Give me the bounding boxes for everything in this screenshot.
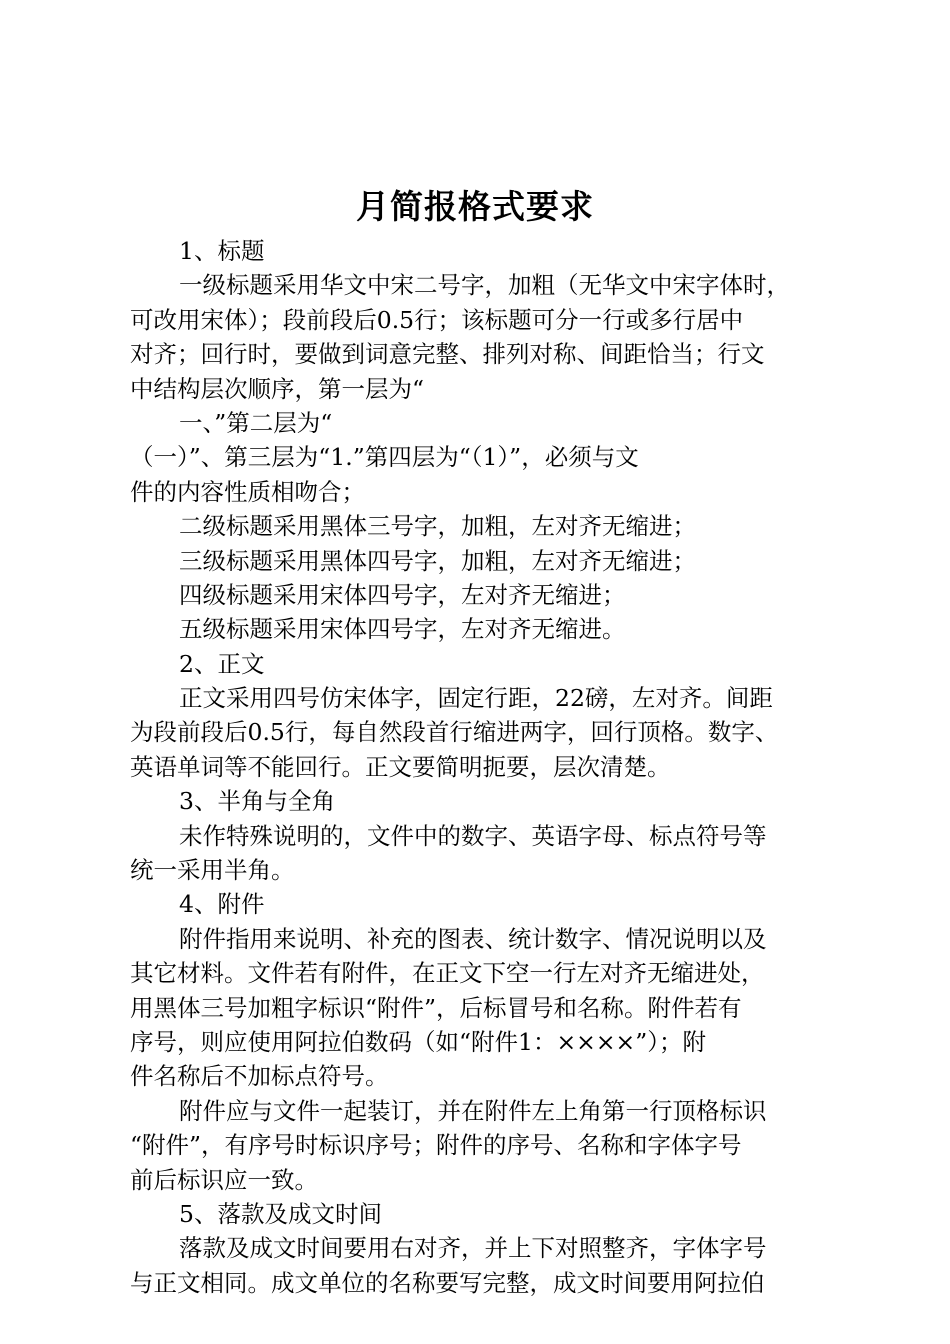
text-line: 其它材料。文件若有附件，在正文下空一行左对齐无缩进处， [130,959,765,988]
text-line: 件名称后不加标点符号。 [130,1062,389,1091]
text-line: 英语单词等不能回行。正文要简明扼要，层次清楚。 [130,752,671,781]
document-body [130,234,832,1300]
text-line: 用黑体三号加粗字标识“附件”，后标冒号和名称。附件若有 [130,993,742,1022]
text-line: “附件”，有序号时标识序号；附件的序号、名称和字体字号 [130,1131,742,1160]
text-line: 附件应与文件一起装订，并在附件左上角第一行顶格标识 [179,1096,767,1125]
text-line: 三级标题采用黑体四号字，加粗，左对齐无缩进； [179,546,696,575]
text-line: 可改用宋体）；段前段后0.5行；该标题可分一行或多行居中 [130,305,744,334]
text-line: 一、”第二层为“ [179,408,333,437]
text-line: 对齐；回行时，要做到词意完整、排列对称、间距恰当；行文 [130,340,765,369]
text-line: 落款及成文时间要用右对齐，并上下对照整齐，字体字号 [179,1234,767,1263]
text-line: 附件指用来说明、补充的图表、统计数字、情况说明以及 [179,924,767,953]
text-line: 未作特殊说明的，文件中的数字、英语字母、标点符号等 [179,821,767,850]
text-line: 前后标识应一致。 [130,1165,318,1194]
text-line: 序号，则应使用阿拉伯数码（如“附件1：××××”）；附 [130,1027,706,1056]
text-line: 二级标题采用黑体三号字，加粗，左对齐无缩进； [179,512,696,541]
text-line: 与正文相同。成文单位的名称要写完整，成文时间要用阿拉伯 [130,1268,765,1297]
text-line: 一级标题采用华文中宋二号字，加粗（无华文中宋字体时， [179,271,790,300]
text-line: 2、正文 [179,649,265,678]
text-line: 正文采用四号仿宋体字，固定行距，22磅，左对齐。间距 [179,684,773,713]
text-line: 件的内容性质相吻合； [130,477,365,506]
text-line: （一）”、第三层为“1.”第四层为“（1）”，必须与文 [130,443,639,472]
text-line: 5、落款及成文时间 [179,1199,382,1228]
text-line: 1、标题 [179,237,265,265]
text-line: 四级标题采用宋体四号字，左对齐无缩进； [179,580,626,609]
text-line: 4、附件 [179,890,265,919]
page-title: 月简报格式要求 [356,187,594,226]
text-line: 3、半角与全角 [179,787,335,816]
text-line: 为段前段后0.5行，每自然段首行缩进两字，回行顶格。数字、 [130,718,779,747]
text-line: 统一采用半角。 [130,856,295,885]
text-line: 五级标题采用宋体四号字，左对齐无缩进。 [179,615,626,644]
text-line: 中结构层次顺序，第一层为“ [130,374,425,403]
